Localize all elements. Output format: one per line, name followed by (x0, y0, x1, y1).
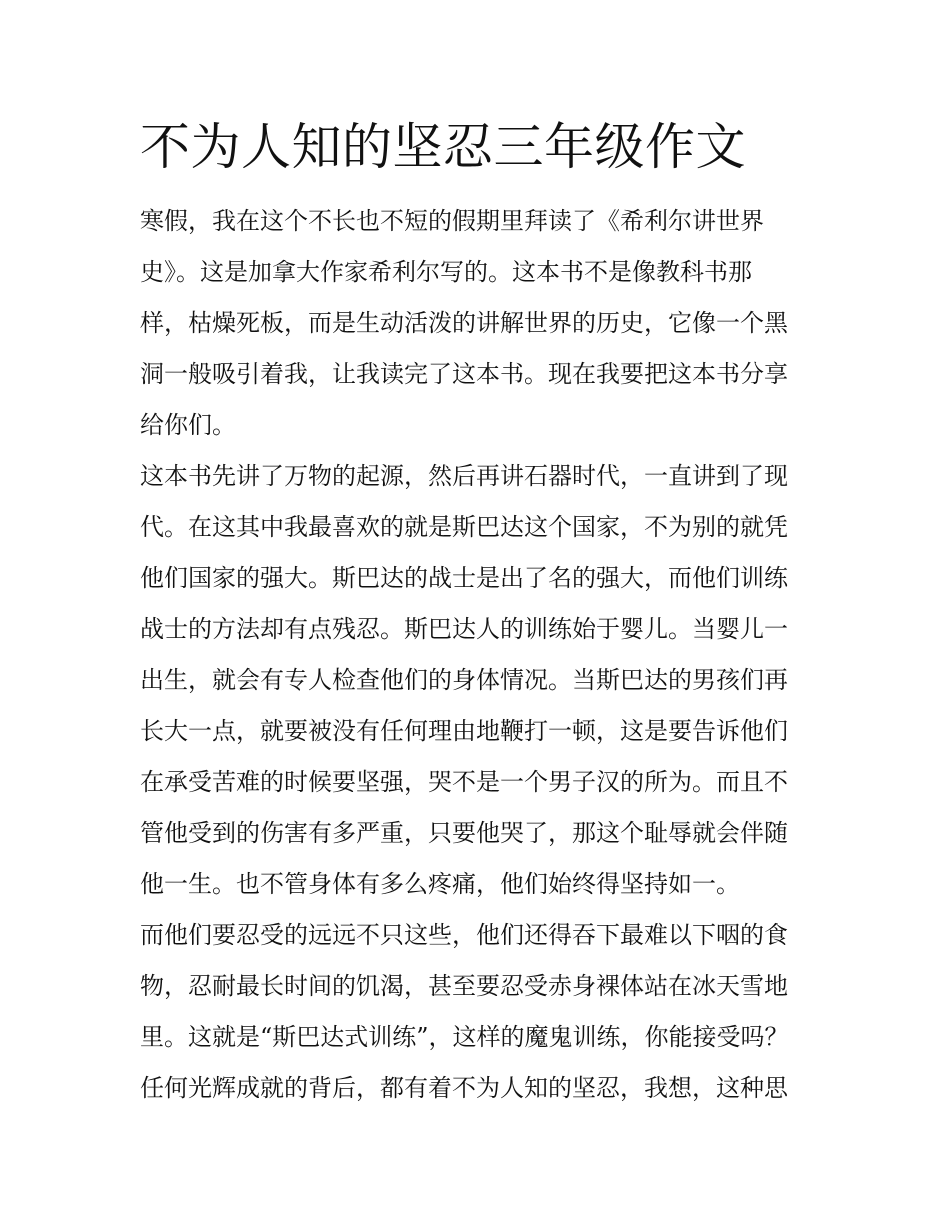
text-line: 出生，就会有专人检查他们的身体情况。当斯巴达的男孩们再 (140, 666, 788, 694)
text-line: 而他们要忍受的远远不只这些，他们还得吞下最难以下咽的食 (140, 921, 788, 949)
text-line: 战士的方法却有点残忍。斯巴达人的训练始于婴儿。当婴儿一 (140, 615, 788, 643)
document-body (140, 196, 830, 1114)
text-line: 长大一点，就要被没有任何理由地鞭打一顿，这是要告诉他们 (140, 717, 788, 745)
text-line: 史》。这是加拿大作家希利尔写的。这本书不是像教科书那 (140, 258, 752, 286)
document-title: 不为人知的坚忍三年级作文 (140, 118, 746, 176)
text-line: 代。在这其中我最喜欢的就是斯巴达这个国家，不为别的就凭 (140, 513, 788, 541)
text-line: 他们国家的强大。斯巴达的战士是出了名的强大，而他们训练 (140, 564, 788, 592)
text-line: 寒假，我在这个不长也不短的假期里拜读了《希利尔讲世界 (140, 207, 764, 235)
text-line: 给你们。 (140, 411, 236, 439)
text-line: 里。这就是“斯巴达式训练”，这样的魔鬼训练，你能接受吗？ (140, 1023, 789, 1051)
text-line: 洞一般吸引着我，让我读完了这本书。现在我要把这本书分享 (140, 360, 788, 388)
text-line: 管他受到的伤害有多严重，只要他哭了，那这个耻辱就会伴随 (140, 819, 788, 847)
text-line: 任何光辉成就的背后，都有着不为人知的坚忍，我想，这种思 (140, 1074, 788, 1102)
text-line: 样，枯燥死板，而是生动活泼的讲解世界的历史，它像一个黑 (140, 309, 788, 337)
text-line: 这本书先讲了万物的起源，然后再讲石器时代，一直讲到了现 (140, 462, 788, 490)
text-line: 他一生。也不管身体有多么疼痛，他们始终得坚持如一。 (140, 870, 740, 898)
text-line: 在承受苦难的时候要坚强，哭不是一个男子汉的所为。而且不 (140, 768, 788, 796)
text-line: 物，忍耐最长时间的饥渴，甚至要忍受赤身裸体站在冰天雪地 (140, 972, 788, 1000)
